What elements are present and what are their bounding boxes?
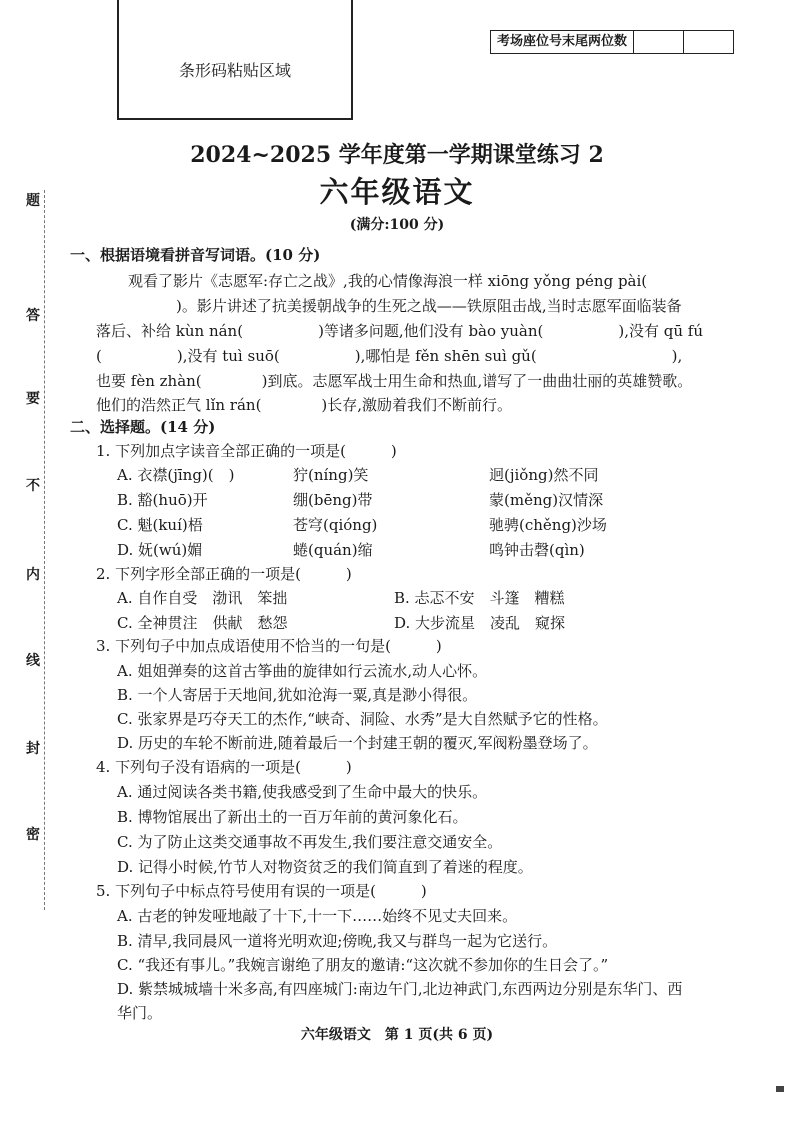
option-cell: 鸣钟击磬(qìn): [489, 541, 585, 559]
option-cell: 狞(níng)笑: [293, 466, 369, 484]
exam-title: 2024~2025 学年度第一学期课堂练习 2: [190, 142, 604, 168]
section-1-line: 观看了影片《志愿军:存亡之战》,我的心情像海浪一样 xiōng yǒng péng pài(: [128, 272, 648, 290]
option-cell: A. 自作自受 渤讯 笨拙: [117, 589, 288, 607]
question-1-stem: 1. 下列加点字读音全部正确的一项是( ): [96, 442, 397, 460]
section-1-heading: 一、根据语境看拼音写词语。(10 分): [70, 246, 321, 264]
question-2-stem: 2. 下列字形全部正确的一项是( ): [96, 565, 352, 583]
barcode-area: [117, 0, 353, 120]
question-5-stem: 5. 下列句子中标点符号使用有误的一项是( ): [96, 882, 427, 900]
option-cell: C. 全神贯注 供献 愁怨: [117, 614, 288, 632]
question-4-option: B. 博物馆展出了新出土的一百万年前的黄河象化石。: [117, 808, 468, 826]
section-1-line: )。影片讲述了抗美援朝战争的生死之战——铁原阻击战,当时志愿军面临装备: [176, 297, 682, 315]
option-cell: B. 忐忑不安 斗篷 糟糕: [394, 589, 565, 607]
exam-subtitle: 六年级语文: [319, 175, 475, 209]
binding-dashed-line: [44, 190, 45, 910]
question-5-option: A. 古老的钟发哑地敲了十下,十一下……始终不见丈夫回来。: [117, 907, 518, 925]
seat-number-box: [490, 30, 734, 54]
barcode-label: 条形码粘贴区域: [178, 61, 291, 80]
binding-char: 封: [26, 741, 40, 757]
question-4-stem: 4. 下列句子没有语病的一项是( ): [96, 758, 352, 776]
seat-digit-cell-1[interactable]: [634, 31, 684, 53]
binding-char: 密: [26, 827, 40, 843]
option-cell: 蜷(quán)缩: [293, 541, 373, 559]
question-3-stem: 3. 下列句子中加点成语使用不恰当的一句是( ): [96, 637, 442, 655]
question-4-option: C. 为了防止这类交通事故不再发生,我们要注意交通安全。: [117, 833, 503, 851]
binding-char: 内: [26, 567, 40, 583]
section-1-line: 落后、补给 kùn nán( )等诸多问题,他们没有 bào yuàn( ),没有 qū fú: [96, 322, 704, 340]
section-2-heading: 二、选择题。(14 分): [70, 418, 216, 436]
binding-char: 要: [26, 391, 40, 407]
seat-digit-cell-2[interactable]: [684, 31, 733, 53]
question-3-option: A. 姐姐弹奏的这首古筝曲的旋律如行云流水,动人心怀。: [117, 662, 488, 680]
question-3-option: C. 张家界是巧夺天工的杰作,“峡奇、洞险、水秀”是大自然赋予它的性格。: [117, 710, 608, 728]
option-cell: B. 豁(huō)开: [117, 491, 208, 509]
option-cell: 苍穹(qióng): [293, 516, 378, 534]
section-1-line: 他们的浩然正气 lǐn rán( )长存,激励着我们不断前行。: [96, 396, 513, 414]
seat-number-label: 考场座位号末尾两位数: [491, 31, 634, 53]
question-5-option: B. 清早,我同晨风一道将光明欢迎;傍晚,我又与群鸟一起为它送行。: [117, 932, 558, 950]
option-cell: 绷(bēng)带: [293, 491, 373, 509]
question-2-row: [117, 587, 565, 608]
option-cell: D. 大步流星 凌乱 窥探: [394, 614, 566, 632]
question-3-option: B. 一个人寄居于天地间,犹如沧海一粟,真是渺小得很。: [117, 686, 478, 704]
question-5-option: C. “我还有事儿。”我婉言谢绝了朋友的邀请:“这次就不参加你的生日会了。”: [117, 956, 609, 974]
option-cell: D. 妩(wú)媚: [117, 541, 203, 559]
question-4-option: D. 记得小时候,竹节人对物资贫乏的我们简直到了着迷的程度。: [117, 858, 533, 876]
question-1-row: [117, 514, 607, 535]
section-1-line: 也要 fèn zhàn( )到底。志愿军战士用生命和热血,谱写了一曲曲壮丽的英雄赞歌。: [96, 372, 693, 390]
question-1-row: [117, 464, 598, 485]
option-cell: C. 魁(kuí)梧: [117, 516, 203, 534]
page-footer: 六年级语文 第 1 页(共 6 页): [300, 1027, 494, 1043]
binding-line: [18, 190, 48, 910]
question-4-option: A. 通过阅读各类书籍,使我感受到了生命中最大的快乐。: [117, 783, 488, 801]
binding-char: 线: [26, 653, 40, 669]
question-1-row: [117, 489, 603, 510]
binding-char: 不: [26, 478, 40, 494]
question-5-option: D. 紫禁城城墙十米多高,有四座城门:南边午门,北边神武门,东西两边分别是东华门、西: [117, 980, 683, 998]
option-cell: 迥(jiǒng)然不同: [489, 466, 599, 484]
question-1-row: [117, 539, 585, 560]
binding-char: 题: [26, 193, 40, 209]
question-5-option: 华门。: [117, 1004, 163, 1022]
scan-mark: [776, 1086, 784, 1092]
question-3-option: D. 历史的车轮不断前进,随着最后一个封建王朝的覆灭,军阀粉墨登场了。: [117, 734, 598, 752]
binding-char: 答: [26, 308, 40, 324]
full-score: (满分:100 分): [349, 217, 445, 233]
option-cell: 驰骋(chěng)沙场: [489, 516, 607, 534]
section-1-line: ( ),没有 tuì suō( ),哪怕是 fěn shēn suì gǔ( ),: [96, 347, 683, 365]
option-cell: 蒙(měng)汉情深: [489, 491, 604, 509]
option-cell: A. 衣襟(jīng)( ): [117, 466, 235, 484]
question-2-row: [117, 612, 565, 633]
